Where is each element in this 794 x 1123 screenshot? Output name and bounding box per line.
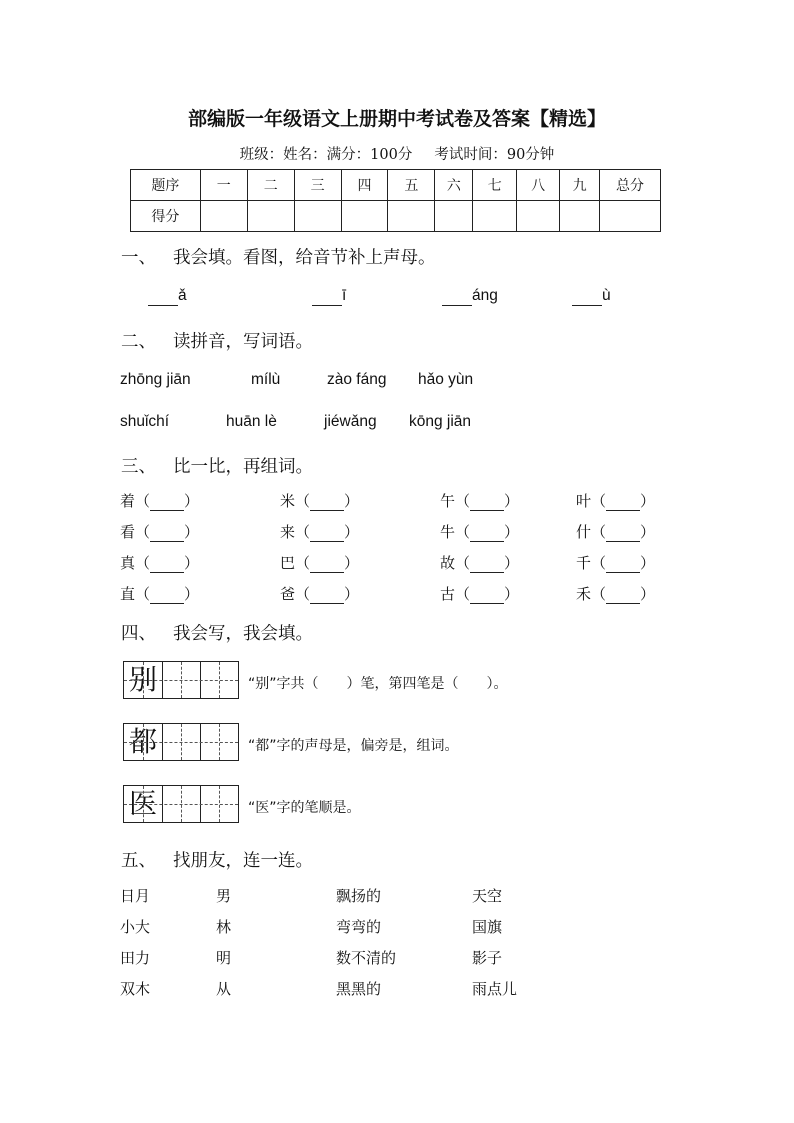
pinyin-word: mílù	[251, 371, 281, 388]
s3-char: 什	[576, 523, 592, 541]
pinyin-word: kōng jiān	[409, 413, 472, 430]
score-cell[interactable]	[200, 201, 247, 232]
exam-info	[0, 143, 794, 164]
s3-item	[280, 521, 359, 542]
s1-syllable: áng	[472, 287, 498, 304]
paren-close: ）	[640, 523, 656, 541]
paren-close: ）	[344, 523, 360, 541]
s3-item	[576, 583, 655, 604]
answer-blank[interactable]	[470, 492, 504, 511]
s3-item	[576, 490, 655, 511]
match-item[interactable]: 国旗	[472, 918, 503, 936]
s3-char: 直	[120, 585, 136, 603]
match-item[interactable]: 男	[216, 887, 232, 905]
paren-open: （	[591, 523, 607, 541]
s3-char: 牛	[440, 523, 456, 541]
match-item[interactable]: 弯弯的	[336, 918, 382, 936]
paren-close: ）	[504, 492, 520, 510]
match-item[interactable]: 黑黑的	[336, 980, 382, 998]
paren-open: （	[295, 492, 311, 510]
section-number: 一、	[121, 248, 156, 268]
exam-info-right: 考试时间：90分钟	[434, 147, 555, 163]
paren-close: ）	[344, 492, 360, 510]
exam-info-left: 班级：姓名：满分：100分	[239, 147, 413, 163]
s3-char: 真	[120, 554, 136, 572]
paren-close: ）	[640, 554, 656, 572]
paren-open: （	[455, 554, 471, 572]
pinyin-word: jiéwǎng	[324, 413, 377, 430]
answer-blank[interactable]	[606, 554, 640, 573]
s3-item	[576, 521, 655, 542]
paren-open: （	[455, 523, 471, 541]
s3-char: 故	[440, 554, 456, 572]
score-row-label: 得分	[131, 201, 201, 232]
answer-blank[interactable]	[150, 523, 184, 542]
answer-blank[interactable]	[572, 287, 602, 306]
paren-open: （	[135, 492, 151, 510]
s3-item	[280, 552, 359, 573]
paren-close: ）	[184, 585, 200, 603]
s1-item	[312, 287, 346, 306]
s4-question: “别”字共（ ）笔，第四笔是（ ）。	[248, 676, 508, 692]
grid-character: 别	[128, 663, 157, 696]
section-2-heading	[121, 328, 313, 353]
paren-close: ）	[504, 523, 520, 541]
s3-char: 米	[280, 492, 296, 510]
grid-character: 医	[128, 787, 157, 820]
paren-open: （	[455, 585, 471, 603]
match-item[interactable]: 影子	[472, 949, 503, 967]
score-cell[interactable]	[560, 201, 600, 232]
match-item[interactable]: 雨点儿	[472, 980, 518, 998]
paren-close: ）	[184, 554, 200, 572]
paren-close: ）	[640, 492, 656, 510]
answer-blank[interactable]	[150, 585, 184, 604]
s3-char: 古	[440, 585, 456, 603]
s3-char: 千	[576, 554, 592, 572]
pinyin-word: zào fáng	[327, 371, 387, 388]
answer-blank[interactable]	[150, 554, 184, 573]
score-header-cell: 九	[560, 170, 600, 201]
paren-open: （	[591, 554, 607, 572]
section-title: 读拼音，写词语。	[173, 332, 313, 352]
answer-blank[interactable]	[312, 287, 342, 306]
s3-item	[120, 490, 199, 511]
paren-open: （	[591, 492, 607, 510]
score-header-cell: 三	[294, 170, 341, 201]
answer-blank[interactable]	[310, 585, 344, 604]
s3-char: 禾	[576, 585, 592, 603]
score-cell[interactable]	[341, 201, 388, 232]
match-item[interactable]: 田力	[120, 949, 151, 967]
paren-open: （	[591, 585, 607, 603]
score-header-cell: 五	[388, 170, 435, 201]
paren-open: （	[135, 585, 151, 603]
paren-open: （	[135, 523, 151, 541]
section-number: 二、	[121, 332, 156, 352]
paren-close: ）	[344, 554, 360, 572]
s3-char: 爸	[280, 585, 296, 603]
s3-char: 巴	[280, 554, 296, 572]
section-number: 三、	[121, 457, 156, 477]
s1-syllable: ù	[602, 287, 611, 304]
s3-char: 看	[120, 523, 136, 541]
paren-close: ）	[184, 492, 200, 510]
answer-blank[interactable]	[442, 287, 472, 306]
paren-close: ）	[504, 554, 520, 572]
writing-grid[interactable]	[123, 785, 239, 823]
paren-open: （	[295, 585, 311, 603]
score-cell[interactable]	[600, 201, 661, 232]
s1-syllable: ǎ	[178, 287, 187, 304]
match-item[interactable]: 小大	[120, 918, 151, 936]
match-item[interactable]: 林	[216, 918, 232, 936]
answer-blank[interactable]	[310, 554, 344, 573]
score-header-cell: 总分	[600, 170, 661, 201]
score-table	[130, 169, 661, 232]
score-header-cell: 四	[341, 170, 388, 201]
answer-blank[interactable]	[470, 523, 504, 542]
score-header-cell: 题序	[131, 170, 201, 201]
s3-item	[440, 552, 519, 573]
section-number: 五、	[121, 851, 156, 871]
s3-item	[576, 552, 655, 573]
s1-item	[572, 287, 611, 306]
s3-item	[120, 552, 199, 573]
score-table-header-row	[131, 170, 661, 201]
section-5-heading	[121, 847, 313, 872]
section-title: 比一比，再组词。	[173, 457, 313, 477]
score-table-score-row	[131, 201, 661, 232]
s1-item	[442, 287, 498, 306]
paren-open: （	[295, 523, 311, 541]
s3-item	[280, 583, 359, 604]
s4-question: “都”字的声母是，偏旁是，组词。	[248, 738, 459, 754]
s3-char: 来	[280, 523, 296, 541]
section-number: 四、	[121, 624, 156, 644]
writing-grid[interactable]	[123, 661, 239, 699]
answer-blank[interactable]	[606, 523, 640, 542]
match-item[interactable]: 明	[216, 949, 232, 967]
s1-item	[148, 287, 187, 306]
score-cell[interactable]	[294, 201, 341, 232]
s3-char: 午	[440, 492, 456, 510]
s4-question: “医”字的笔顺是。	[248, 800, 361, 816]
s3-item	[120, 521, 199, 542]
paren-close: ）	[504, 585, 520, 603]
match-item[interactable]: 天空	[472, 887, 503, 905]
answer-blank[interactable]	[470, 585, 504, 604]
s3-char: 着	[120, 492, 136, 510]
page-title: 部编版一年级语文上册期中考试卷及答案【精选】	[187, 108, 606, 130]
s3-item	[440, 583, 519, 604]
score-cell[interactable]	[247, 201, 294, 232]
grid-character: 都	[128, 725, 157, 758]
paren-close: ）	[184, 523, 200, 541]
score-cell[interactable]	[517, 201, 560, 232]
answer-blank[interactable]	[150, 492, 184, 511]
section-title: 我会写，我会填。	[173, 624, 313, 644]
section-title: 找朋友，连一连。	[173, 851, 313, 871]
answer-blank[interactable]	[606, 492, 640, 511]
answer-blank[interactable]	[310, 523, 344, 542]
answer-blank[interactable]	[310, 492, 344, 511]
match-item[interactable]: 飘扬的	[336, 887, 382, 905]
s3-item	[440, 521, 519, 542]
match-item[interactable]: 从	[216, 980, 232, 998]
score-cell[interactable]	[388, 201, 435, 232]
paren-open: （	[295, 554, 311, 572]
answer-blank[interactable]	[606, 585, 640, 604]
score-header-cell: 二	[247, 170, 294, 201]
section-3-heading	[121, 453, 313, 478]
s3-item	[280, 490, 359, 511]
pinyin-word: shuǐchí	[120, 413, 170, 430]
match-item[interactable]: 双木	[120, 980, 151, 998]
answer-blank[interactable]	[148, 287, 178, 306]
pinyin-word: zhōng jiān	[120, 371, 191, 388]
s3-item	[440, 490, 519, 511]
match-item[interactable]: 日月	[120, 887, 151, 905]
section-4-heading	[121, 620, 313, 645]
answer-blank[interactable]	[470, 554, 504, 573]
match-item[interactable]: 数不清的	[336, 949, 397, 967]
paren-close: ）	[344, 585, 360, 603]
pinyin-word: hǎo yùn	[418, 371, 474, 388]
score-cell[interactable]	[435, 201, 473, 232]
section-1-heading	[121, 244, 436, 269]
s3-item	[120, 583, 199, 604]
s1-syllable: ī	[342, 287, 347, 304]
writing-grid[interactable]	[123, 723, 239, 761]
score-header-cell: 六	[435, 170, 473, 201]
paren-open: （	[135, 554, 151, 572]
score-header-cell: 八	[517, 170, 560, 201]
pinyin-word: huān lè	[226, 413, 277, 430]
score-header-cell: 一	[200, 170, 247, 201]
s3-char: 叶	[576, 492, 592, 510]
score-header-cell: 七	[473, 170, 517, 201]
paren-open: （	[455, 492, 471, 510]
score-cell[interactable]	[473, 201, 517, 232]
paren-close: ）	[640, 585, 656, 603]
section-title: 我会填。看图，给音节补上声母。	[173, 248, 436, 268]
